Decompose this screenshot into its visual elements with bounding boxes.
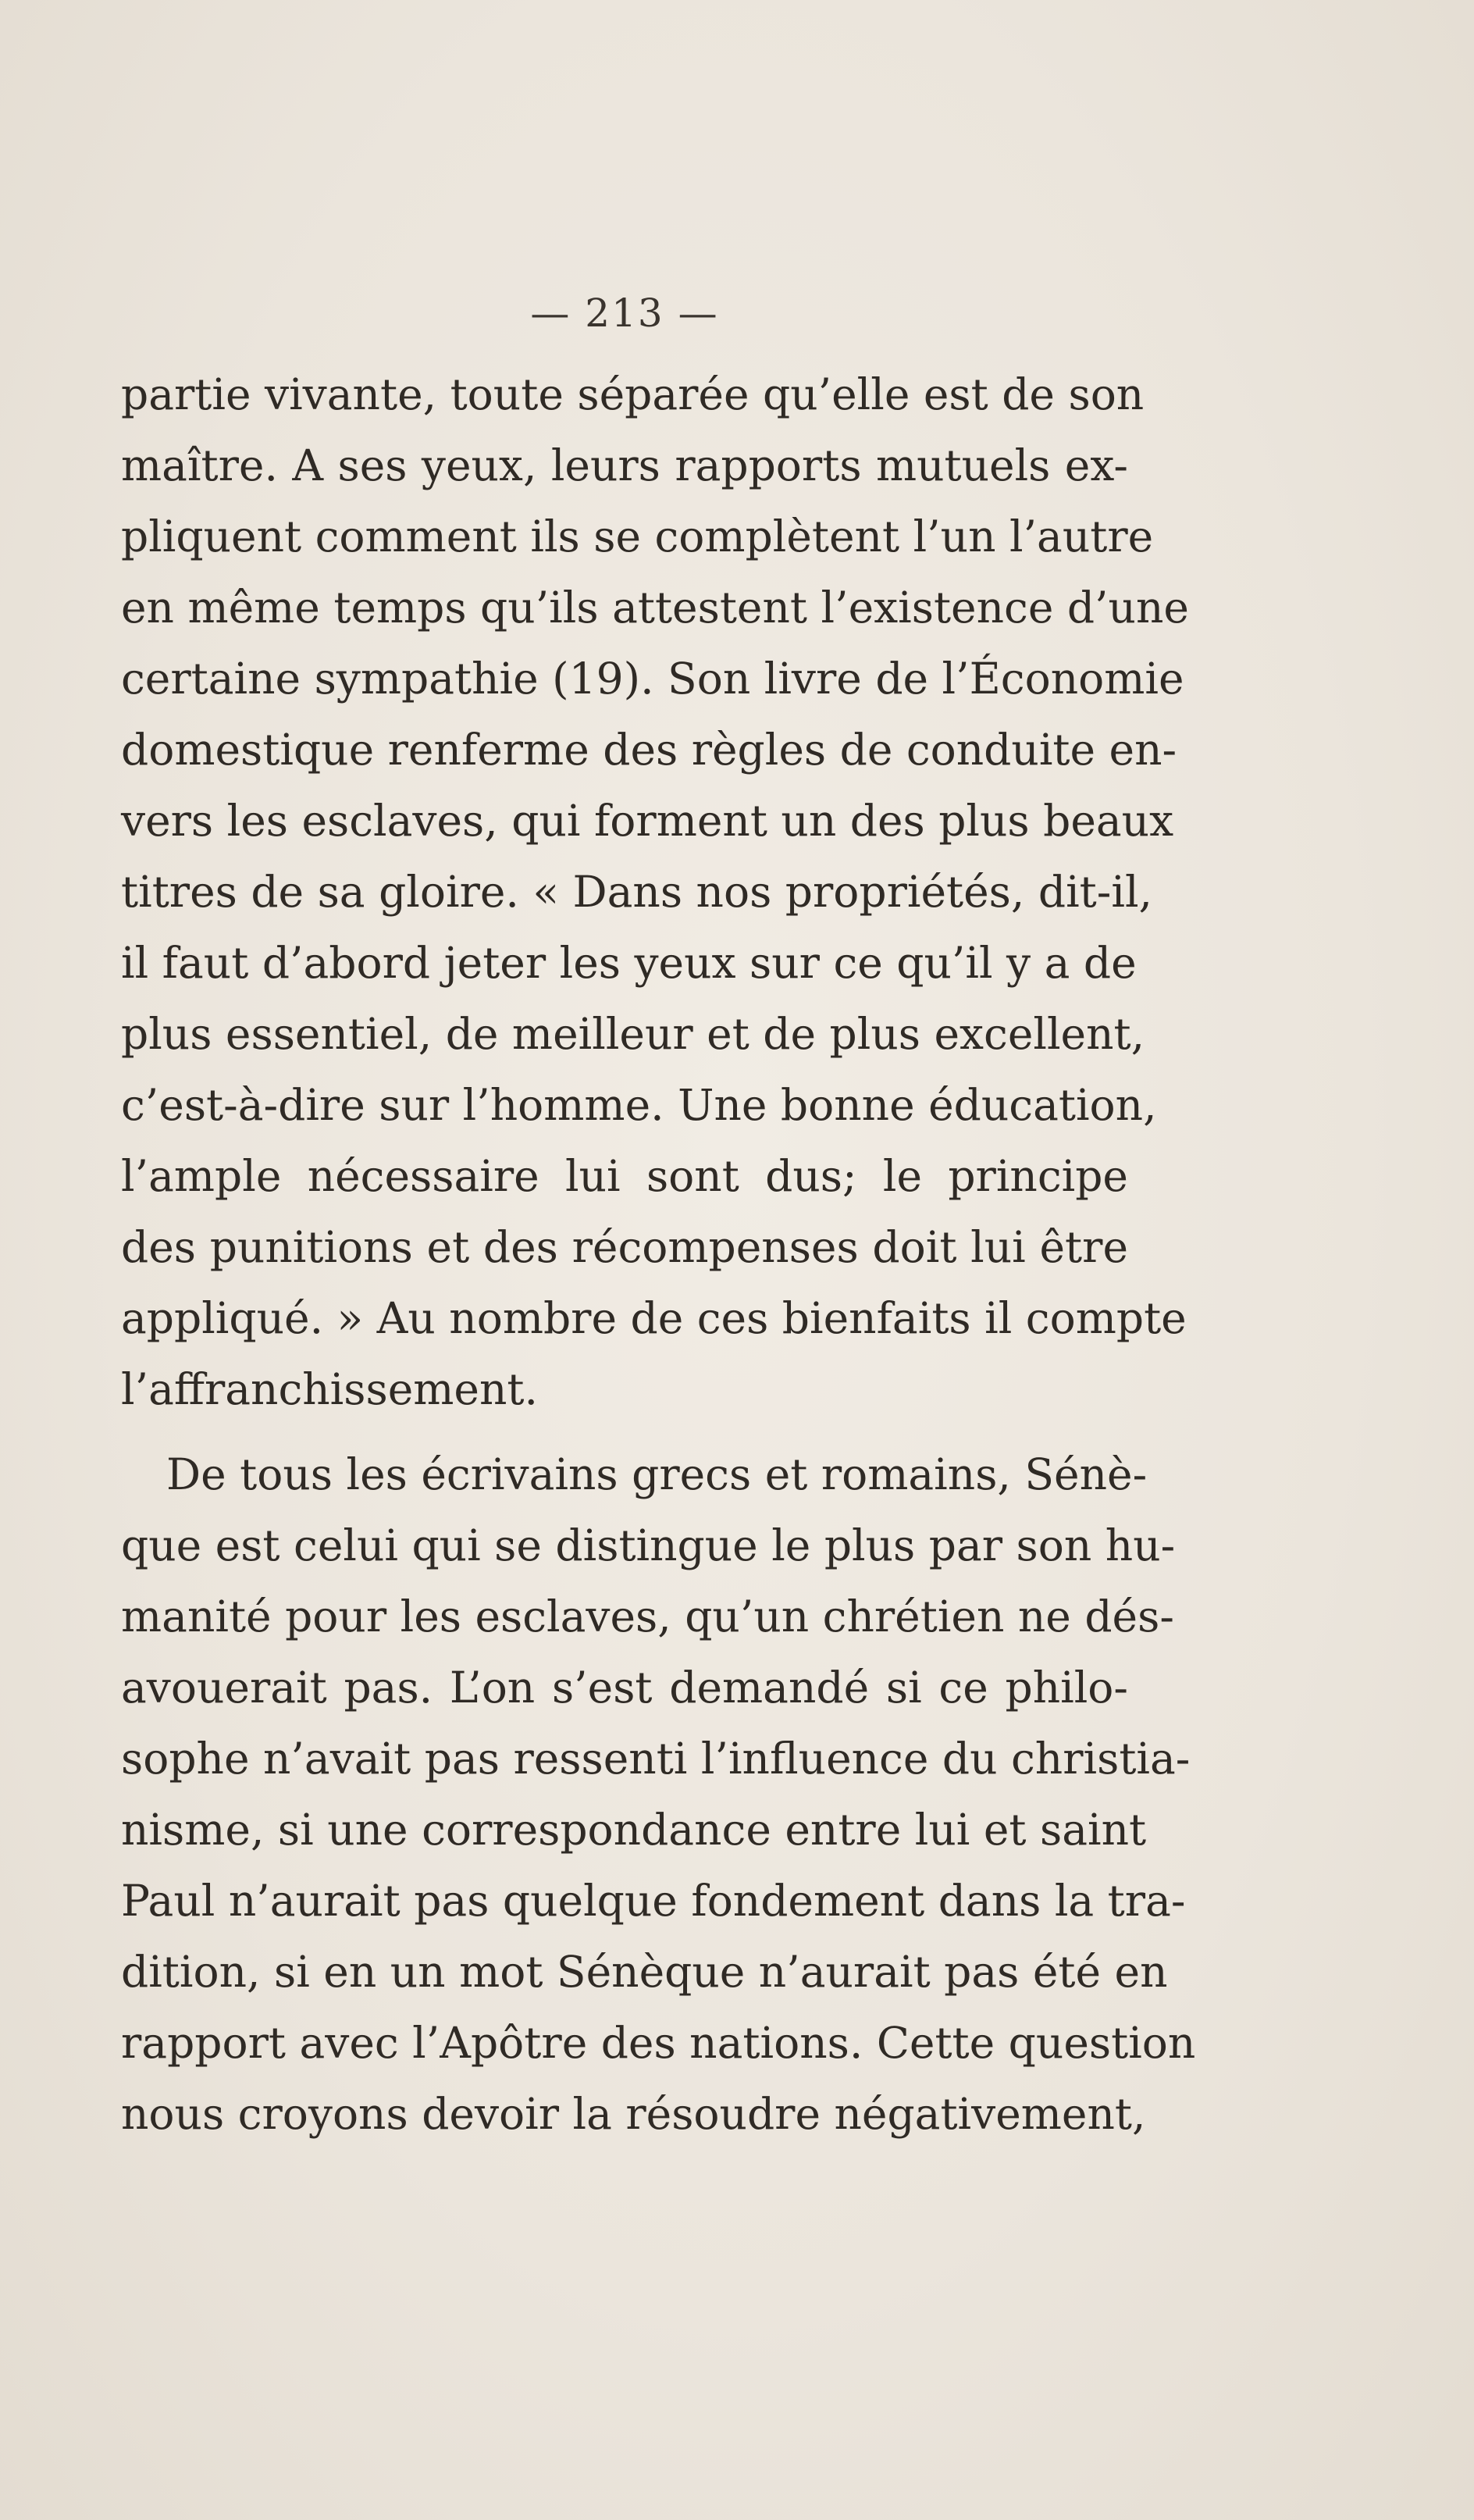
text-line: avouerait pas. L’on s’est demandé si ce philo- — [121, 1663, 1128, 1713]
text-line: Paul n’aurait pas quelque fondement dans la tra- — [121, 1876, 1186, 1926]
text-line: manité pour les esclaves, qu’un chrétien ne dés- — [121, 1591, 1174, 1641]
text-line: plus essentiel, de meilleur et de plus excellent, — [121, 1009, 1145, 1059]
text-line: que est celui qui se distingue le plus par son hu- — [121, 1520, 1176, 1570]
text-line: c’est-à-dire sur l’homme. Une bonne éducation, — [121, 1080, 1157, 1130]
paragraph-gap — [121, 1425, 1128, 1439]
paragraph — [121, 1439, 1196, 2150]
text-line: rapport avec l’Apôtre des nations. Cette question — [121, 2018, 1196, 2068]
text-line: l’ample nécessaire lui sont dus; le principe — [121, 1151, 1128, 1201]
text-line: domestique renferme des règles de conduite en- — [121, 725, 1177, 775]
text-line: dition, si en un mot Sénèque n’aurait pas été en — [121, 1947, 1168, 1997]
text-line: certaine sympathie (19). Son livre de l’Économie — [121, 654, 1184, 704]
body-text — [121, 359, 1196, 2150]
text-line: nisme, si une correspondance entre lui et saint — [121, 1805, 1147, 1855]
text-line: maître. A ses yeux, leurs rapports mutuels ex- — [121, 440, 1128, 490]
paragraph — [121, 359, 1189, 1425]
text-line: titres de sa gloire. « Dans nos propriétés, dit-il, — [121, 867, 1153, 917]
page-number: — 213 — — [530, 290, 719, 336]
text-line: appliqué. » Au nombre de ces bienfaits il compte — [121, 1293, 1187, 1343]
text-line: nous croyons devoir la résoudre négativement, — [121, 2089, 1146, 2139]
text-line: vers les esclaves, qui forment un des plus beaux — [121, 796, 1174, 846]
text-line: pliquent comment ils se complètent l’un l’autre — [121, 511, 1154, 561]
text-line: en même temps qu’ils attestent l’existence d’une — [121, 583, 1189, 633]
text-line: des punitions et des récompenses doit lui être — [121, 1222, 1128, 1272]
text-line: il faut d’abord jeter les yeux sur ce qu’il y a de — [121, 938, 1137, 988]
text-line: sophe n’avait pas ressenti l’influence du christia- — [121, 1734, 1191, 1784]
text-line: De tous les écrivains grecs et romains, Sénè- — [166, 1449, 1148, 1499]
text-line: partie vivante, toute séparée qu’elle est de son — [121, 369, 1145, 419]
text-line: l’affranchissement. — [121, 1364, 538, 1414]
